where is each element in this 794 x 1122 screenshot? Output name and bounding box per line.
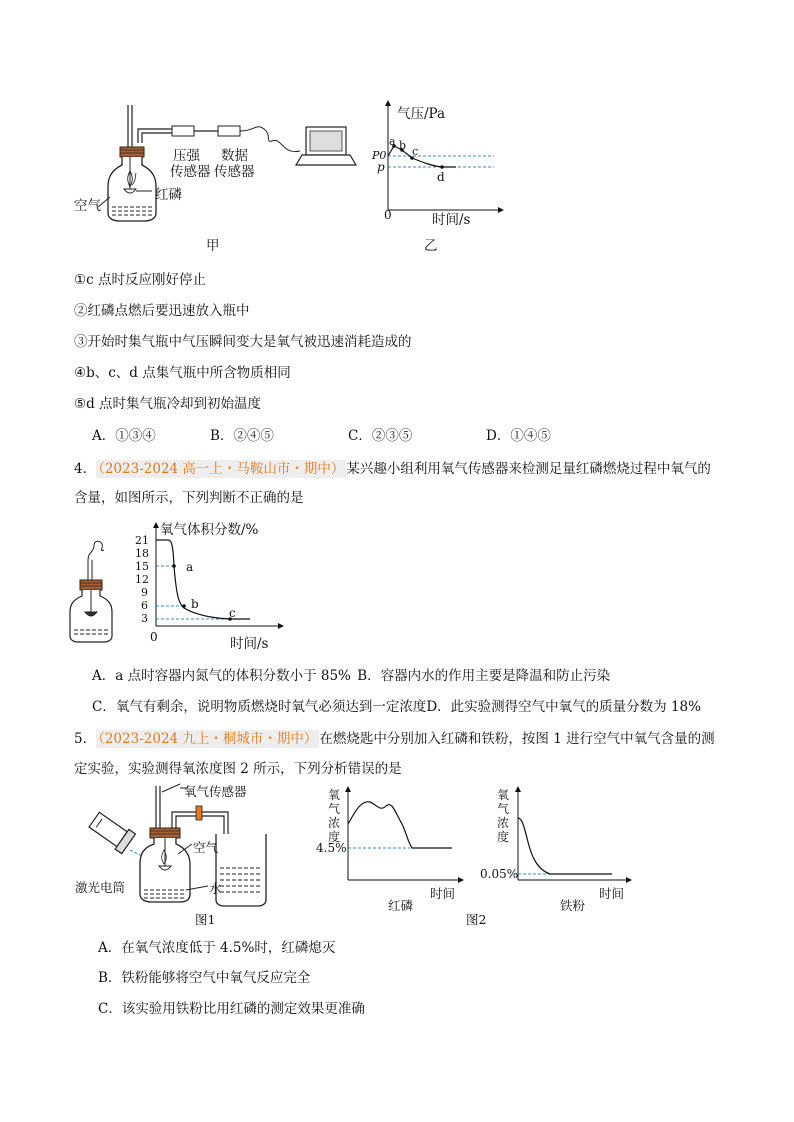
yi-origin: 0 bbox=[384, 208, 392, 222]
q4-point-b: b bbox=[191, 597, 199, 611]
q5-source-tag: （2023-2024 九上・桐城市・期中） bbox=[98, 731, 318, 747]
q3-option-a[interactable]: A．①③④ bbox=[92, 428, 156, 444]
q4-option-b[interactable]: B．容器内水的作用主要是降温和防止污染 bbox=[357, 668, 611, 684]
yi-p: p bbox=[377, 160, 385, 174]
statement-3: ③开始时集气瓶中气压瞬间变大是氧气被迅速消耗造成的 bbox=[74, 334, 412, 350]
red-phosphorus-curve bbox=[348, 802, 452, 848]
q4-ytick-6: 6 bbox=[141, 599, 148, 612]
q5-stem-1: 在燃烧匙中分别加入红磷和铁粉，按图 1 进行空气中氧气含量的测 bbox=[319, 731, 715, 747]
fig1-caption: 图1 bbox=[195, 912, 216, 927]
q4-number: 4． bbox=[74, 461, 97, 477]
q4-ytick-12: 12 bbox=[135, 573, 149, 586]
yi-xlabel: 时间/s bbox=[432, 212, 471, 228]
q5-chart-iron-powder bbox=[500, 784, 640, 894]
q4-stem-line-2: 含量，如图所示，下列判断不正确的是 bbox=[74, 490, 304, 506]
data-sensor-label-2: 传感器 bbox=[214, 164, 255, 180]
q4-option-d[interactable]: D．此实验测得空气中氧气的质量分数为 18% bbox=[426, 699, 701, 715]
q4-ytick-18: 18 bbox=[135, 547, 149, 560]
statement-5: ⑤d 点时集气瓶冷却到初始温度 bbox=[74, 396, 262, 412]
q4-origin: 0 bbox=[150, 630, 158, 644]
fig1-flashlight-label: 激光电筒 bbox=[75, 880, 126, 895]
q4-point-a: a bbox=[186, 560, 194, 574]
q4-stem-line-1 bbox=[74, 457, 711, 477]
fig2-right-ylabel: 氧 气 浓 度 bbox=[497, 788, 510, 844]
air-label: 空气 bbox=[74, 198, 101, 214]
fig2-right-value: 0.05% bbox=[480, 867, 519, 881]
data-sensor-label: 数据 bbox=[221, 148, 248, 164]
pressure-sensor-label: 压强 bbox=[173, 148, 200, 164]
q4-options-row-1 bbox=[92, 664, 610, 684]
q5-chart-red-phosphorus bbox=[330, 784, 470, 894]
statement-1: ①c 点时反应刚好停止 bbox=[74, 272, 206, 288]
yi-point-d: d bbox=[437, 170, 445, 184]
q4-option-c[interactable]: C．氧气有剩余，说明物质燃烧时氧气必须达到一定浓度 bbox=[92, 699, 427, 715]
q5-stem-line-2: 定实验，实验测得氧浓度图 2 所示，下列分析错误的是 bbox=[74, 761, 402, 777]
fig2-left-value: 4.5% bbox=[316, 841, 347, 855]
q4-ylabel: 氧气体积分数/% bbox=[160, 522, 259, 538]
q3-option-c[interactable]: C．②③⑤ bbox=[348, 428, 413, 444]
q4-xlabel: 时间/s bbox=[230, 636, 269, 652]
oxygen-sensor-label: 氧气传感器 bbox=[184, 784, 247, 799]
q5-option-a[interactable]: A．在氧气浓度低于 4.5%时，红磷熄灭 bbox=[98, 940, 336, 956]
iron-powder-curve bbox=[518, 818, 612, 874]
q3-option-b[interactable]: B．②④⑤ bbox=[210, 428, 274, 444]
fig2-left-xlabel: 时间 bbox=[430, 886, 456, 901]
q4-ytick-9: 9 bbox=[141, 586, 148, 599]
q4-stem-1: 某兴趣小组利用氧气传感器来检测足量红磷燃烧过程中氧气的 bbox=[346, 461, 711, 477]
fig2-left-ylabel: 氧 气 浓 度 bbox=[328, 788, 341, 844]
fig2-right-caption: 铁粉 bbox=[560, 898, 586, 913]
fig1-water-label: 水 bbox=[209, 881, 222, 896]
yi-p0: P0 bbox=[372, 149, 387, 162]
q5-option-c[interactable]: C．该实验用铁粉比用红磷的测定效果更准确 bbox=[98, 1001, 365, 1017]
fig2-caption: 图2 bbox=[466, 912, 487, 927]
fig2-left-caption: 红磷 bbox=[388, 898, 414, 913]
caption-jia: 甲 bbox=[206, 238, 220, 254]
yi-ylabel: 气压/Pa bbox=[397, 106, 446, 122]
q4-ytick-3: 3 bbox=[141, 612, 148, 625]
yi-point-c: c bbox=[412, 145, 419, 158]
q5-stem-line-1 bbox=[74, 727, 715, 747]
q4-ytick-15: 15 bbox=[135, 560, 149, 573]
statement-4: ④b、c、d 点集气瓶中所含物质相同 bbox=[74, 365, 291, 381]
q3-option-d[interactable]: D．①④⑤ bbox=[486, 428, 551, 444]
fig1-air-label: 空气 bbox=[193, 840, 219, 855]
q4-point-c: c bbox=[229, 606, 236, 620]
statement-2: ②红磷点燃后要迅速放入瓶中 bbox=[74, 303, 250, 319]
caption-yi: 乙 bbox=[424, 238, 438, 254]
yi-point-b: b bbox=[399, 139, 407, 152]
q4-option-a[interactable]: A．a 点时容器内氮气的体积分数小于 85% bbox=[92, 668, 351, 684]
q4-ytick-21: 21 bbox=[135, 534, 149, 547]
q4-options-row-2 bbox=[92, 695, 701, 715]
q5-option-b[interactable]: B．铁粉能够将空气中氧气反应完全 bbox=[98, 970, 311, 986]
q4-apparatus bbox=[60, 530, 130, 648]
yi-point-a: a bbox=[389, 135, 396, 148]
q4-source-tag: （2023-2024 高一上・马鞍山市・期中） bbox=[98, 461, 345, 477]
pressure-sensor-label-2: 传感器 bbox=[170, 164, 211, 180]
fig2-right-xlabel: 时间 bbox=[599, 886, 625, 901]
q5-number: 5． bbox=[74, 731, 97, 747]
red-phosphorus-label: 红磷 bbox=[155, 187, 182, 203]
